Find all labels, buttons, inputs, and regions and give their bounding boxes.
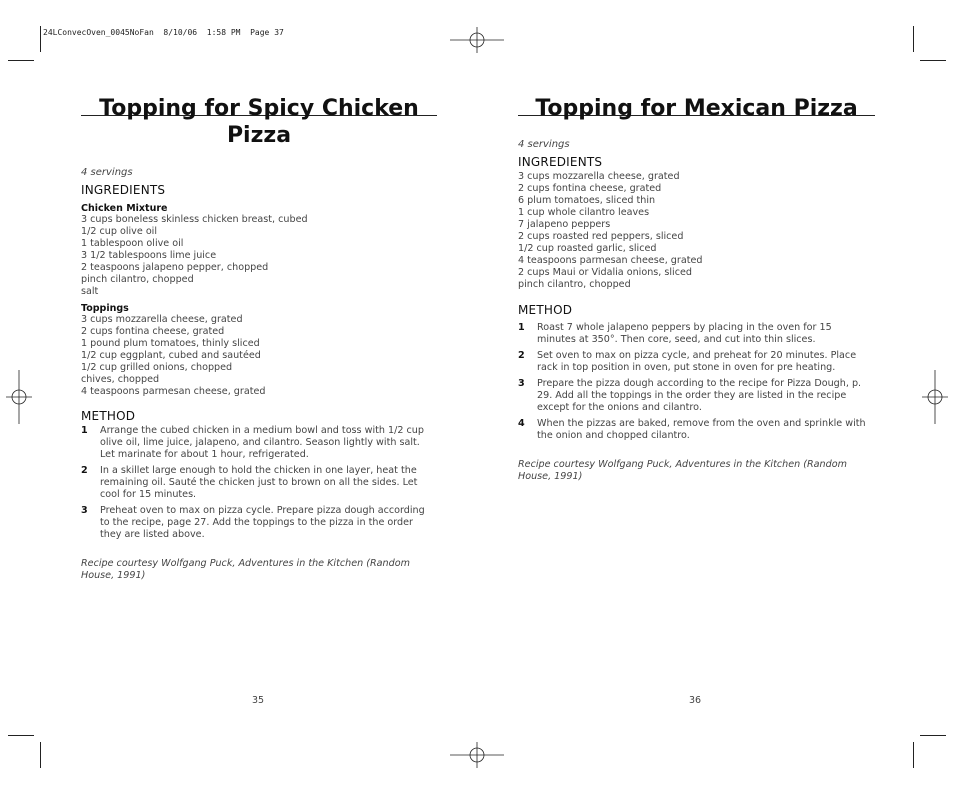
ingredient-item: 2 teaspoons jalapeno pepper, chopped [81,262,269,273]
ingredient-item: 2 cups roasted red peppers, sliced [518,231,684,242]
ingredient-item: 1/2 cup roasted garlic, sliced [518,243,657,254]
step-number: 2 [81,465,88,476]
page-number: 36 [689,695,702,706]
registration-mark-bottom-icon [450,742,504,768]
ingredient-item: 6 plum tomatoes, sliced thin [518,195,656,206]
crop-mark-bottom-right-v [913,742,914,768]
step-text: Prepare the pizza dough according to the recipe for Pizza Dough, p. 29. Add all the toppings in the order they are listed in the recipe except for the onions and cilantro. [537,378,862,413]
step-text: Roast 7 whole jalapeno peppers by placing in the oven for 15 minutes at 350°. Then core, seed, and cut into thin slices. [537,322,832,345]
group-heading: Chicken Mixture [81,203,168,214]
step-text: In a skillet large enough to hold the chicken in one layer, heat the remaining oil. Sauté the chicken just to brown on all the sides. Let cool for 15 minutes. [100,465,418,500]
crop-mark-top-right-v [913,26,914,52]
group-heading: Toppings [81,303,129,314]
step-number: 1 [518,322,525,333]
method-step [518,350,872,374]
step-number: 4 [518,418,525,429]
printer-slug: 24LConvecOven_0045NoFan 8/10/06 1:58 PM Page 37 [43,28,284,37]
ingredient-item: 2 cups fontina cheese, grated [81,326,225,337]
ingredient-item: 3 cups mozzarella cheese, grated [81,314,243,325]
ingredient-item: 7 jalapeno peppers [518,219,611,230]
crop-mark-bottom-left-h [8,735,34,736]
method-step [518,418,872,442]
ingredients-heading: INGREDIENTS [81,183,166,197]
method-step [518,322,872,346]
method-step [518,378,872,414]
ingredient-list [81,314,441,398]
ingredient-list [81,214,441,298]
ingredient-item: 3 1/2 tablespoons lime juice [81,250,217,261]
method-steps [518,322,872,442]
ingredients-heading: INGREDIENTS [518,155,603,169]
crop-mark-bottom-left-v [40,742,41,768]
method-step [81,425,437,461]
registration-mark-right-icon [922,370,948,424]
left-page [81,95,441,582]
method-steps [81,425,437,541]
crop-mark-top-left-h [8,60,34,61]
ingredient-item: 1/2 cup grilled onions, chopped [81,362,233,373]
ingredient-item: 3 cups boneless skinless chicken breast, cubed [81,214,308,225]
step-text: Set oven to max on pizza cycle, and preheat for 20 minutes. Place rack in top position in oven, put stone in oven for pre heating. [537,350,857,373]
method-heading: METHOD [518,303,573,317]
page-number: 35 [252,695,265,706]
ingredient-item: 2 cups fontina cheese, grated [518,183,662,194]
servings: 4 servings [518,139,570,150]
recipe-credit: Recipe courtesy Wolfgang Puck, Adventures in the Kitchen (Random House, 1991) [81,558,410,581]
method-step [81,505,437,541]
crop-mark-top-right-h [920,60,946,61]
step-text: Preheat oven to max on pizza cycle. Prepare pizza dough according to the recipe, page 27. Add the toppings to the pizza in the order they are listed above. [100,505,425,540]
crop-mark-top-left-v [40,26,41,52]
crop-mark-bottom-right-h [920,735,946,736]
servings: 4 servings [81,167,133,178]
ingredient-item: 1 pound plum tomatoes, thinly sliced [81,338,260,349]
ingredient-item: 4 teaspoons parmesan cheese, grated [81,386,266,397]
ingredient-list [518,171,878,291]
ingredient-item: pinch cilantro, chopped [81,274,194,285]
page-title: Topping for Mexican Pizza [535,96,858,121]
ingredient-item: 1 cup whole cilantro leaves [518,207,650,218]
ingredient-item: 4 teaspoons parmesan cheese, grated [518,255,703,266]
right-page [518,95,878,483]
step-text: When the pizzas are baked, remove from the oven and sprinkle with the onion and chopped cilantro. [537,418,866,441]
registration-mark-top-icon [450,27,504,53]
ingredient-item: salt [81,286,99,297]
ingredient-item: 1 tablespoon olive oil [81,238,184,249]
step-number: 3 [518,378,525,389]
method-heading: METHOD [81,409,136,423]
step-text: Arrange the cubed chicken in a medium bowl and toss with 1/2 cup olive oil, lime juice, jalapeno, and cilantro. Season lightly with salt. Let marinate for about 1 hour, refrigerated. [100,425,424,460]
registration-mark-left-icon [6,370,32,424]
ingredient-item: chives, chopped [81,374,160,385]
ingredient-item: 2 cups Maui or Vidalia onions, sliced [518,267,692,278]
ingredient-item: 1/2 cup olive oil [81,226,158,237]
ingredient-item: 1/2 cup eggplant, cubed and sautéed [81,350,261,361]
ingredient-item: pinch cilantro, chopped [518,279,631,290]
step-number: 1 [81,425,88,436]
method-step [81,465,437,501]
step-number: 3 [81,505,88,516]
page-title: Topping for Spicy Chicken Pizza [99,96,419,148]
ingredient-item: 3 cups mozzarella cheese, grated [518,171,680,182]
recipe-credit: Recipe courtesy Wolfgang Puck, Adventures in the Kitchen (Random House, 1991) [518,459,847,482]
step-number: 2 [518,350,525,361]
